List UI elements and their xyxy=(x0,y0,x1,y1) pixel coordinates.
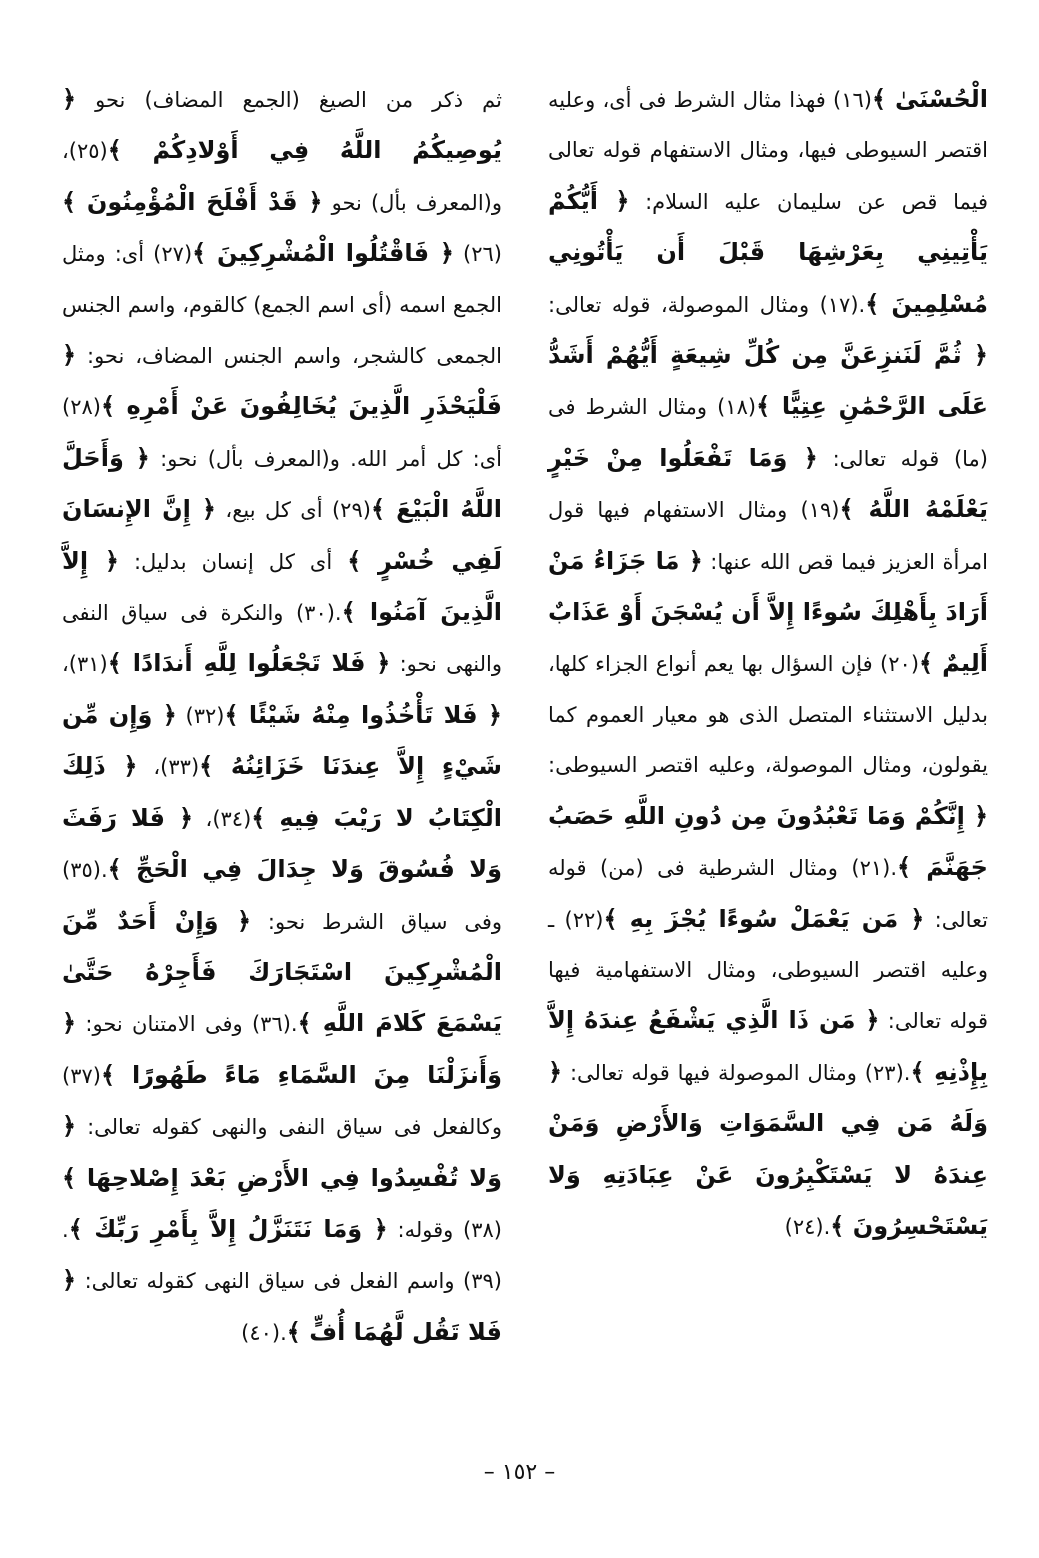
quran-verse: ﴿ فَلْيَحْذَرِ الَّذِينَ يُخَالِفُونَ عَنْ أَمْرِهِ ﴾ xyxy=(62,341,502,421)
body-text: .(٣٠) والنكرة فى سياق النفى والنهى نحو: xyxy=(62,601,502,677)
quran-verse: ﴿ قَدْ أَفْلَحَ الْمُؤْمِنُونَ ﴾ xyxy=(62,187,323,216)
body-text: (٢٨) أى: كل أمر الله. و(المعرف بأل) نحو: xyxy=(62,395,502,471)
left-column-text xyxy=(62,74,502,1358)
quran-verse: ﴿ وَلا تُفْسِدُوا فِي الأَرْضِ بَعْدَ إِصْلاحِهَا ﴾ xyxy=(62,1112,502,1192)
quran-verse: ﴿ إِلاَّ الَّذِينَ آمَنُوا ﴾ xyxy=(62,546,503,627)
body-text: (٢٠) فإن السؤال بها يعم أنواع الجزاء كلها، بدليل الاستثناء المتصل الذى هو معيار العموم كما يقولون، ومثال الموصولة، وعليه اقتصر السيوطى: xyxy=(548,652,988,778)
quran-verse: ﴿ مَا جَزَاءُ مَنْ أَرَادَ بِأَهْلِكَ سُوءًا إِلاَّ أَن يُسْجَنَ أَوْ عَذَابٌ أَلِيمٌ ﴾ xyxy=(548,546,989,678)
body-text: (١٩) ومثال الاستفهام فيها قول امرأة العزيز فيما قص الله عنها: xyxy=(548,498,988,574)
quran-verse: ﴿ إِنَّ الإِنسَانَ لَفِي خُسْرٍ ﴾ xyxy=(62,495,502,575)
quran-verse: ﴿ وَمَا تَفْعَلُوا مِنْ خَيْرٍ يَعْلَمْهُ اللَّهُ ﴾ xyxy=(548,443,988,524)
body-text: (٢٦) xyxy=(453,242,502,267)
quran-verse: الْحُسْنَىٰ ﴾ xyxy=(871,85,988,113)
quran-verse: ﴿ وَأَحَلَّ اللَّهُ الْبَيْعَ ﴾ xyxy=(62,443,503,524)
body-text: (٣٧) وكالفعل فى سياق النفى والنهى كقوله تعالى: xyxy=(62,1063,502,1140)
body-text: (٣٤)، xyxy=(193,806,252,831)
quran-verse: ﴿ فَلا تَقُل لَّهُمَا أُفٍّ ﴾ xyxy=(62,1266,502,1346)
body-text: (١٨) ومثال الشرط فى (ما) قوله تعالى: xyxy=(548,395,988,471)
body-text: (٣٢) xyxy=(176,703,225,728)
right-column-text xyxy=(548,74,988,1252)
body-text: (١٦) فهذا مثال الشرط فى أى، وعليه اقتصر السيوطى فيها، ومثال الاستفهام قوله تعالى فيما قص عن سليمان عليه السلام: xyxy=(548,88,989,214)
quran-verse: ﴿ فَاقْتُلُوا الْمُشْرِكِينَ ﴾ xyxy=(192,239,454,268)
page-number: – ١٥٢ – xyxy=(483,1460,556,1485)
quran-verse: ﴿ وَإِن مِّن شَيْءٍ إِلاَّ عِندَنَا خَزَائِنُهُ ﴾ xyxy=(62,700,502,781)
quran-verse: ﴿ مَن يَعْمَلْ سُوءًا يُجْزَ بِهِ ﴾ xyxy=(603,904,925,933)
body-text: (٣٣)، xyxy=(137,755,200,780)
quran-verse: ﴿ ذَلِكَ الْكِتَابُ لا رَيْبَ فِيهِ ﴾ xyxy=(62,752,502,832)
body-text: (٢٥)، و(المعرف بأل) نحو xyxy=(62,139,502,215)
body-text: .(٢٤) xyxy=(784,1214,831,1239)
body-text: .(٢١) ومثال الشرطية فى (من) قوله تعالى: xyxy=(548,856,988,932)
body-text: .(١٧) ومثال الموصولة، قوله تعالى: xyxy=(548,292,866,317)
quran-verse: ﴿ وَإِنْ أَحَدٌ مِّنَ الْمُشْرِكِينَ اسْتَجَارَكَ فَأَجِرْهُ حَتَّىٰ يَسْمَعَ كَلامَ اللَّهِ ﴾ xyxy=(62,906,502,1038)
quran-verse: ﴿ وَمَا نَتَنَزَّلُ إِلاَّ بِأَمْرِ رَبِّكَ ﴾ xyxy=(68,1214,388,1243)
body-text: (٣٨) وقوله: xyxy=(387,1217,502,1242)
body-text: (٢٩) أى كل بيع، xyxy=(216,498,371,523)
body-text: .(٣٦) وفى الامتنان نحو: xyxy=(76,1012,298,1037)
quran-verse: ﴿ إِنَّكُمْ وَمَا تَعْبُدُونَ مِن دُونِ اللَّهِ حَصَبُ جَهَنَّمَ ﴾ xyxy=(548,801,988,882)
quran-verse: ﴿ فَلا تَأْخُذُوا مِنْهُ شَيْئًا ﴾ xyxy=(224,700,502,729)
body-text: .(٢٣) ومثال الموصولة فيها قوله تعالى: xyxy=(562,1060,911,1085)
body-text: ثم ذكر من الصيغ (الجمع المضاف) نحو xyxy=(76,88,502,112)
body-text: (٣١)، xyxy=(62,652,108,677)
quran-verse: ﴿ وَلَهُ مَن فِي السَّمَوَاتِ وَالأَرْضِ وَمَنْ عِندَهُ لا يَسْتَكْبِرُونَ عَنْ عِبَادَتِهِ وَلا يَسْتَحْسِرُونَ ﴾ xyxy=(548,1057,988,1240)
quran-verse: ﴿ وَأَنزَلْنَا مِنَ السَّمَاءِ مَاءً طَهُورًا ﴾ xyxy=(62,1009,502,1089)
body-text: (٢٧) أى: ومثل الجمع اسمه (أى اسم الجمع) كالقوم، واسم الجنس الجمعى كالشجر، واسم الجنس المضاف، نحو: xyxy=(62,242,502,369)
quran-verse: ﴿ فَلا تَجْعَلُوا لِلَّهِ أَندَادًا ﴾ xyxy=(107,649,391,678)
body-text: أى كل إنسان بدليل: xyxy=(118,549,348,574)
quran-verse: ﴿ أَيُّكُمْ يَأْتِينِي بِعَرْشِهَا قَبْلَ أَن يَأْتُونِي مُسْلِمِينَ ﴾ xyxy=(548,186,988,318)
body-text: .(٤٠) xyxy=(241,1320,287,1345)
quran-verse: ﴿ فَلا رَفَثَ وَلا فُسُوقَ وَلا جِدَالَ فِي الْحَجِّ ﴾ xyxy=(62,803,502,884)
quran-verse: ﴿ ثُمَّ لَنَنزِعَنَّ مِن كُلِّ شِيعَةٍ أَيُّهُمْ أَشَدُّ عَلَى الرَّحْمَٰنِ عِتِيًّا ﴾ xyxy=(548,341,988,421)
right-column xyxy=(548,74,988,1454)
body-text: (٢٢) ـ وعليه اقتصر السيوطى، ومثال الاستفهامية فيها قوله تعالى: xyxy=(548,907,989,1034)
left-column xyxy=(62,74,502,1454)
body-text: .(٣٥) وفى سياق الشرط نحو: xyxy=(62,858,503,934)
body-text: .(٣٩) واسم الفعل فى سياق النهى كقوله تعالى: xyxy=(62,1217,502,1294)
quran-verse: ﴿ مَن ذَا الَّذِي يَشْفَعُ عِندَهُ إِلاَّ بِإِذْنِهِ ﴾ xyxy=(548,1006,988,1086)
quran-verse: ﴿ يُوصِيكُمُ اللَّهُ فِي أَوْلادِكُمْ ﴾ xyxy=(62,85,502,165)
